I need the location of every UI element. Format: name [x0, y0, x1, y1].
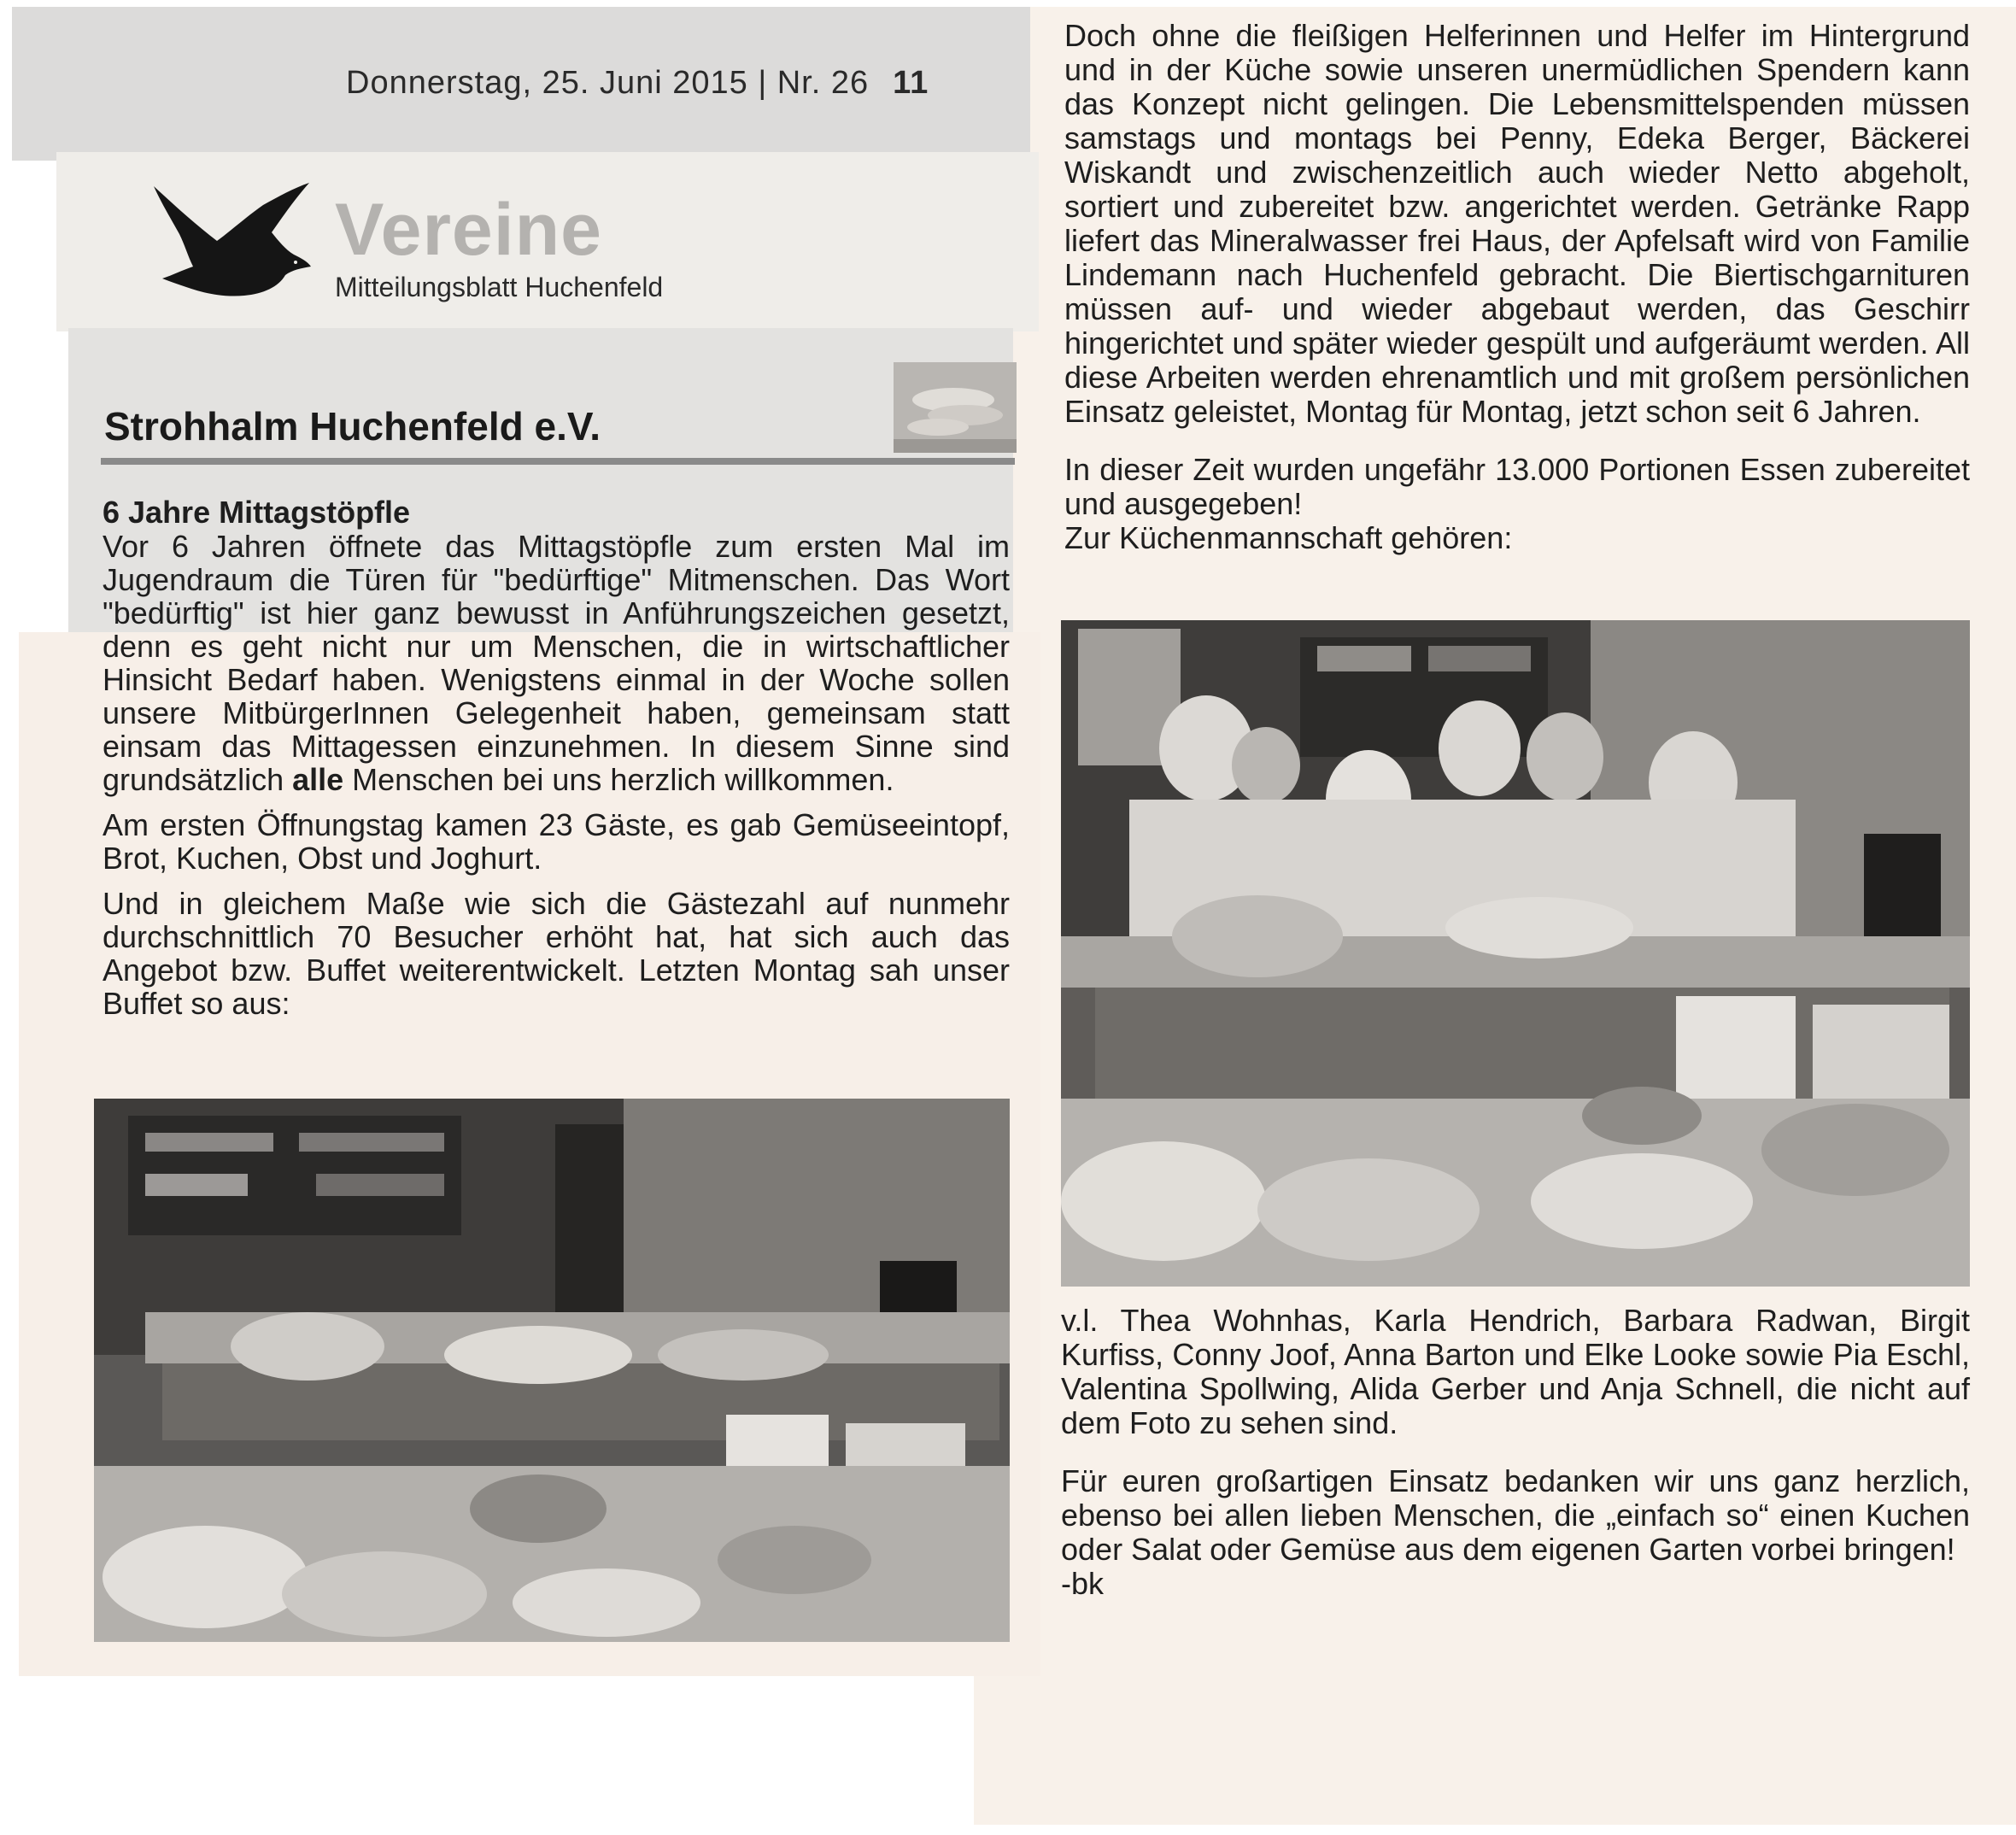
- intro-text-b: Menschen bei uns herzlich willkommen.: [343, 762, 894, 797]
- date-text: Donnerstag, 25. Juni 2015 | Nr. 26: [346, 65, 870, 101]
- masthead-date: [346, 65, 929, 102]
- paragraph-portions: In dieser Zeit wurden ungefähr 13.000 Portionen Essen zubereitet und ausgegeben!: [1064, 452, 1970, 521]
- intro-bold-word: alle: [292, 762, 344, 797]
- hands-photo: [894, 362, 1017, 453]
- article-left-column: [103, 495, 1010, 1032]
- paragraph-helpers: Doch ohne die fleißigen Helferinnen und Helfer im Hintergrund und in der Küche sowie unseren unermüdlichen Spendern kann das Konzept nicht gelingen. Die Lebensmittelspenden müssen samstags und montags bei Penny, Edeka Berger, Bäckerei Wiskandt und zwischenzeitlich auch wieder Netto abgeholt, sortiert und zubereitet bzw. angerichtet werden. Getränke Rapp liefert das Mineralwasser frei Haus, der Apfelsaft wird von Familie Lindemann nach Huchenfeld gebracht. Die Biertischgarnituren müssen auf- und wieder abgebaut werden, das Geschirr hingerichtet und später wieder gespült und aufgeräumt werden. All diese Arbeiten werden ehrenamtlich und mit großem persönlichen Einsatz geleistet, Montag für Montag, jetzt schon seit 6 Jahren.: [1064, 18, 1970, 429]
- article-headline: 6 Jahre Mittagstöpfle: [103, 495, 411, 530]
- paragraph-thanks: Für euren großartigen Einsatz bedanken wir uns ganz herzlich, ebenso bei allen lieben Menschen, die „einfach so“ einen Kuchen oder Salat oder Gemüse aus dem eigenen Garten vorbei bringen!: [1061, 1463, 1970, 1567]
- author-signature: -bk: [1061, 1566, 1105, 1601]
- paragraph-buffet: Und in gleichem Maße wie sich die Gästezahl auf nunmehr durchschnittlich 70 Besucher erhöht hat, hat sich auch das Angebot bzw. Buffet weiterentwickelt. Letzten Montag sah unser Buffet so aus:: [103, 886, 1010, 1021]
- section-title: Vereine: [335, 189, 602, 271]
- paragraph-first-day: Am ersten Öffnungstag kamen 23 Gäste, es gab Gemüseeintopf, Brot, Kuchen, Obst und Joghurt.: [103, 807, 1010, 876]
- club-name: Strohhalm Huchenfeld e.V.: [104, 404, 601, 448]
- intro-text-a: Vor 6 Jahren öffnete das Mittagstöpfle zum ersten Mal im Jugendraum die Türen für "bedürftige" Mitmenschen. Das Wort "bedürftig" ist hier ganz bewusst in Anführungszeichen gesetzt, denn es geht nicht nur um Menschen, die in wirtschaftlicher Hinsicht Bedarf haben. Wenigstens einmal in der Woche sollen unsere MitbürgerInnen Gelegenheit haben, gemeinsam statt einsam das Mittagessen einzunehmen. In diesem Sinne sind grundsätzlich: [103, 529, 1010, 797]
- buffet-photo: [94, 1099, 1010, 1642]
- dove-icon: [150, 181, 313, 302]
- title-rule: [101, 458, 1015, 465]
- page-number: 11: [893, 65, 929, 101]
- paragraph-kitchen-team: Zur Küchenmannschaft gehören:: [1064, 520, 1513, 555]
- kitchen-team-photo: [1061, 620, 1970, 1287]
- paragraph-intro: [103, 530, 1010, 796]
- photo-caption-block: [1061, 1304, 1970, 1601]
- section-subtitle: Mitteilungsblatt Huchenfeld: [335, 272, 664, 302]
- photo-caption: v.l. Thea Wohnhas, Karla Hendrich, Barbara Radwan, Birgit Kurfiss, Conny Joof, Anna Barton und Elke Looke sowie Pia Eschl, Valentina Spollwing, Alida Gerber und Anja Schnell, die nicht auf dem Foto zu sehen sind.: [1061, 1303, 1970, 1440]
- article-right-column: [1064, 19, 1970, 555]
